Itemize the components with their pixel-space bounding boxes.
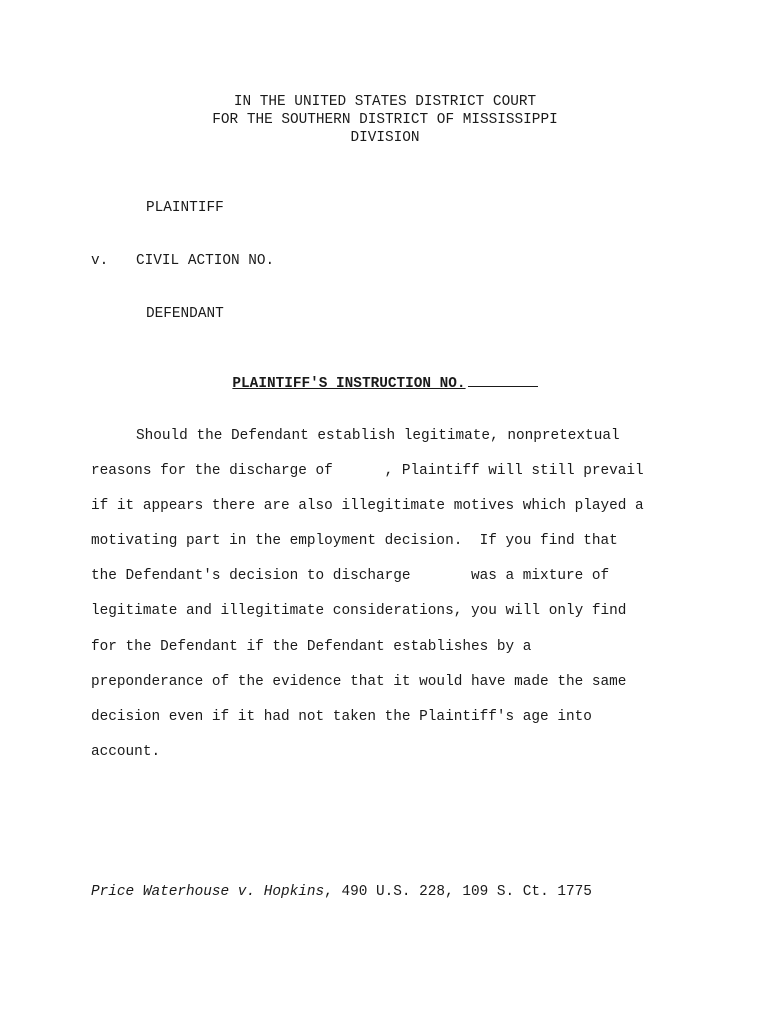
court-heading-line3: DIVISION — [350, 130, 420, 146]
body-line-2: reasons for the discharge of , Plaintiff will still prevail — [91, 463, 644, 479]
instruction-title-text: PLAINTIFF'S INSTRUCTION NO. — [232, 376, 466, 392]
body-line-10: account. — [91, 744, 161, 760]
body-line-8: preponderance of the evidence that it would have made the same — [91, 674, 627, 690]
case-reporter: , 490 U.S. 228, 109 S. Ct. 1775 — [324, 884, 592, 900]
body-line-1: Should the Defendant establish legitimate, nonpretextual — [136, 428, 620, 444]
body-line-3: if it appears there are also illegitimate motives which played a — [91, 498, 644, 514]
plaintiff-label: PLAINTIFF — [146, 200, 224, 216]
case-name: Price Waterhouse v. Hopkins — [91, 884, 325, 900]
body-line-6: legitimate and illegitimate considerations, you will only find — [91, 603, 627, 619]
civil-action-label: CIVIL ACTION NO. — [136, 253, 275, 269]
court-heading-line1: IN THE UNITED STATES DISTRICT COURT — [233, 94, 537, 110]
versus-label: v. — [91, 253, 109, 269]
court-heading-line2: FOR THE SOUTHERN DISTRICT OF MISSISSIPPI — [212, 112, 558, 128]
case-citation — [91, 883, 592, 901]
body-line-9: decision even if it had not taken the Plaintiff's age into — [91, 709, 592, 725]
body-line-4: motivating part in the employment decision. If you find that — [91, 533, 618, 549]
body-line-7: for the Defendant if the Defendant establishes by a — [91, 639, 532, 655]
instruction-title — [0, 374, 770, 393]
instruction-number-blank — [468, 374, 538, 387]
defendant-label: DEFENDANT — [146, 306, 224, 322]
body-line-5: the Defendant's decision to discharge was a mixture of — [91, 568, 610, 584]
